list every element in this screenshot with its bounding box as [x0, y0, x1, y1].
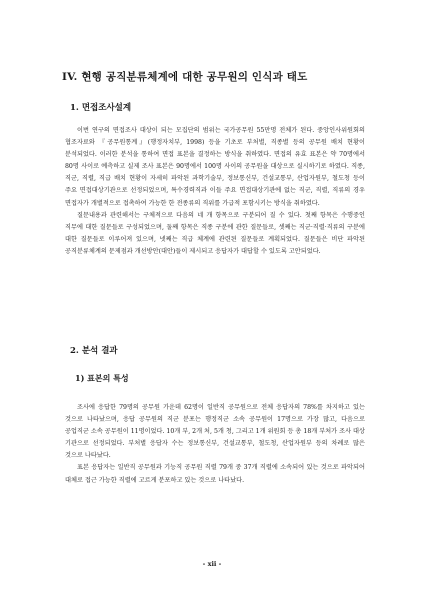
paragraph: 질문내용과 관련해서는 구체적으로 다음의 네 개 항목으로 구분되어 질 수 있다. 첫째 항목은 수행중인 직무에 대한 질문들로 구성되었으며, 둘째 항목은 직종 구분에 관한 질문들로, 셋째는 직군·직렬·직류의 구분에 대한 질문들로 이루어져 있으며, 넷째는 직급 체계에 관련된 질문들로 계획되었다. 질문들은 비단 파악된 공직분류체계의 문제점과 개선방안(대안)들이 제시되고 응답자가 대답할 수 있도록 고안되었다.: [65, 211, 365, 255]
subsection-heading-sample-characteristics: 1) 표본의 특성: [75, 373, 129, 383]
page-number: - xii -: [202, 560, 222, 568]
section-heading-interview-design: 1. 면접조사설계: [70, 103, 132, 113]
chapter-title: IV. 현행 공직분류체계에 대한 공무원의 인식과 태도: [62, 71, 308, 83]
section-heading-analysis-results: 2. 분석 결과: [70, 346, 118, 356]
section2-body: [65, 402, 365, 487]
paragraph: 표본 응답자는 일반직 공무원과 기능직 공무원 직렬 79개 중 37개 직렬에 소속되어 있는 것으로 파악되어 대체로 접근 가능한 직렬에 고르게 분포하고 있는 것으로 나타났다.: [65, 464, 365, 484]
section1-body: [65, 125, 365, 258]
paragraph: 이번 연구의 면접조사 대상이 되는 모집단의 범위는 국가공무원 55만명 전체가 된다. 중앙인사위원회의 협조자료와 『공무원통계』(행정자치부, 1998) 등을 기초로 부처별, 직종별 등의 공무원 배치 현황이 분석되었다. 이러한 분석을 통하여 면접 표본을 결정하는 방식을 취하였다. 면접의 유효 표본은 약 70명에서 80명 사이로 예측하고 실제 조사 표본은 90명에서 100명 사이의 공무원을 대상으로 실시하기로 하였다. 직종, 직군, 직렬, 직급 배치 현황이 자세히 파악된 과학기술부, 정보통신부, 건설교통부, 산업자원부, 철도청 등이 주요 면접대상기관으로 선정되었으며, 특수경력직과 이들 주요 면접대상기관에 없는 직군, 직렬, 직류의 경우 면접자가 개별적으로 접촉하여 가능한 한 전종류의 직위를 가급적 포함시키는 방식을 취하였다.: [65, 127, 365, 207]
paragraph: 조사에 응답한 79명의 공무원 가운데 62명이 일반직 공무원으로 전체 응답자의 78%를 차지하고 있는 것으로 나타났으며, 응답 공무원의 직군 분포는 행정직군 소속 공무원이 17명으로 가장 많고, 다음으로 공업직군 소속 공무원이 11명이었다. 10개 부, 2개 처, 5개 청, 그리고 1개 위원회 등 총 18개 부처가 조사 대상 기관으로 선정되었다. 부처별 응답자 수는 정보통신부, 건설교통부, 철도청, 산업자원부 등의 차례로 많은 것으로 나타났다.: [65, 404, 365, 460]
